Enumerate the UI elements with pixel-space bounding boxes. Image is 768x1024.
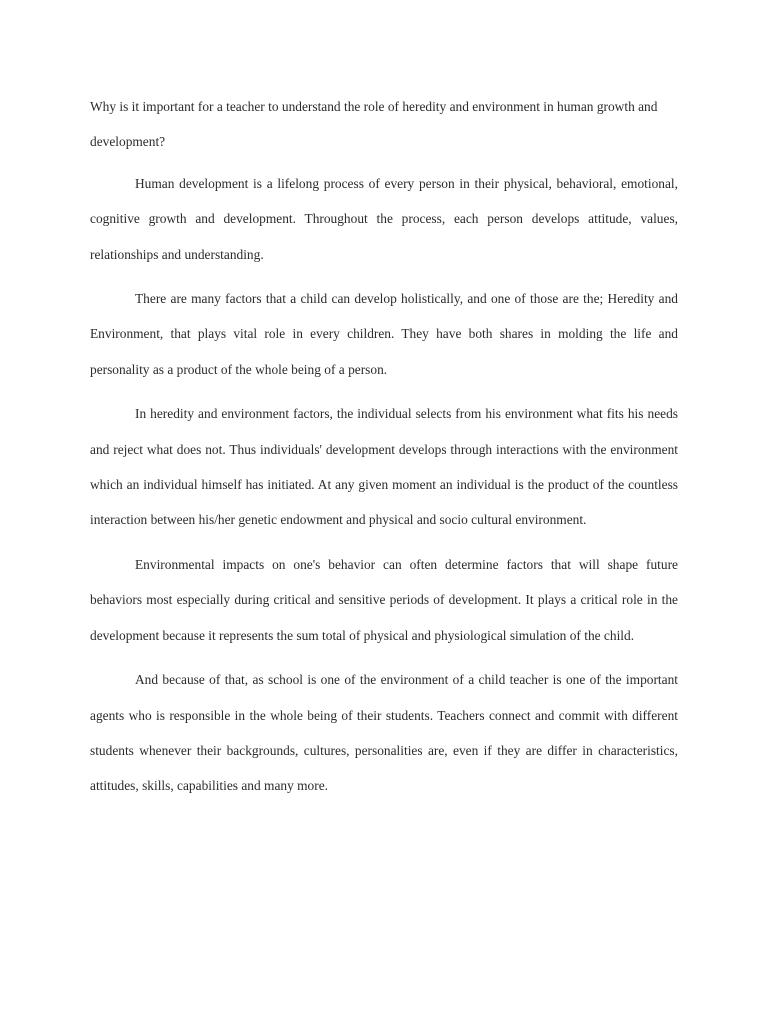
- essay-question: Why is it important for a teacher to understand the role of heredity and environment in human growth and development?: [90, 99, 658, 150]
- paragraph-heredity-environment-factors: There are many factors that a child can develop holistically, and one of those are the; Heredity and Environment, that plays vital role in every children. They have both shares in molding the life and personality as a product of the whole being of a person.: [90, 291, 678, 377]
- paragraph-human-development: Human development is a lifelong process of every person in their physical, behavioral, emotional, cognitive growth and development. Throughout the process, each person develops attitude, values, relationships and understanding.: [90, 175, 678, 262]
- paragraph-teacher-role: And because of that, as school is one of the environment of a child teacher is one of the important agents who is responsible in the whole being of their students. Teachers connect and commit with different students whenever their backgrounds, cultures, personalities are, even if they are differ in characteristics, attitudes, skills, capabilities and many more.: [90, 672, 678, 794]
- paragraph-environmental-impacts: Environmental impacts on one's behavior can often determine factors that will shape future behaviors most especially during critical and sensitive periods of development. It plays a critical role in the development because it represents the sum total of physical and physiological simulation of the child.: [90, 556, 678, 643]
- paragraph-individual-interaction: In heredity and environment factors, the individual selects from his environment what fits his needs and reject what does not. Thus individuals' development develops through interactions with the environment which an individual himself has initiated. At any given moment an individual is the product of the countless interaction between his/her genetic endowment and physical and socio cultural environment.: [90, 406, 678, 528]
